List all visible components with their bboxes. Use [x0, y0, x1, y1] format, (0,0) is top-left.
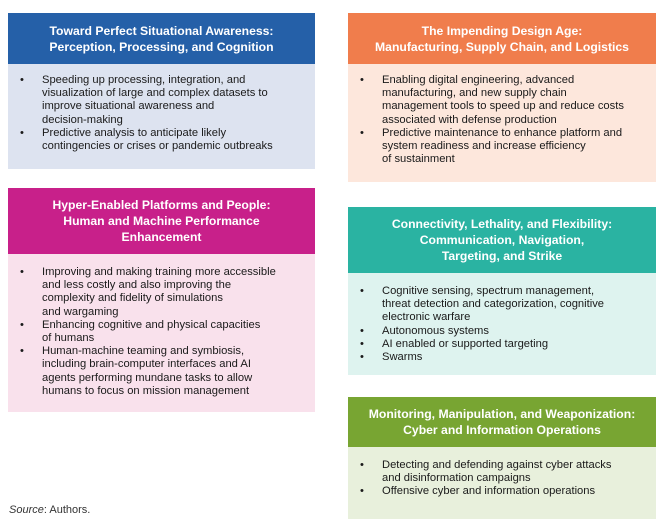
card-connectivity [348, 207, 656, 375]
card-design-age [348, 13, 656, 182]
list-item-line: manufacturing, and new supply chain [382, 87, 567, 100]
list-item-line: threat detection and categorization, cognitive [382, 298, 605, 311]
list-item-line: and less costly and also improving the [42, 279, 232, 292]
bullet-list [348, 285, 656, 364]
card-header [8, 13, 315, 64]
list-item [348, 74, 656, 127]
card-body [348, 447, 656, 519]
list-item-line: • Enabling digital engineering, advanced [382, 74, 575, 86]
list-item [8, 74, 315, 127]
list-item [348, 127, 656, 167]
list-item-line: • Predictive analysis to anticipate likely [42, 126, 227, 139]
list-item-line: • Enhancing cognitive and physical capacities [42, 318, 261, 331]
source-label: Source [9, 504, 44, 516]
list-item [348, 325, 656, 338]
list-item [8, 127, 315, 153]
card-title-line: The Impending Design Age: [421, 23, 583, 38]
list-item-line: • Autonomous systems [382, 324, 489, 337]
card-title-line: Communication, Navigation, [419, 233, 585, 247]
list-item-line: decision-making [42, 113, 123, 126]
card-body [8, 254, 315, 412]
list-item-line: of sustainment [382, 153, 455, 166]
list-item-line: associated with defense production [382, 113, 557, 126]
list-item-line: agents performing mundane tasks to allow [42, 371, 253, 384]
bullet-list [8, 74, 315, 153]
list-item [348, 485, 656, 498]
list-item [348, 285, 656, 325]
list-item-line: • Improving and making training more accessible [42, 266, 276, 278]
list-item-line: electronic warfare [382, 311, 471, 324]
list-item-line: • Detecting and defending against cyber attacks [382, 459, 612, 471]
list-item-line: and disinformation campaigns [382, 472, 531, 485]
card-title-line: Monitoring, Manipulation, and Weaponization: [368, 407, 636, 421]
list-item-line: • AI enabled or supported targeting [382, 337, 549, 350]
card-header [8, 188, 315, 254]
list-item-line: system readiness and increase efficiency [382, 140, 586, 153]
card-body [348, 273, 656, 375]
list-item-line: improve situational awareness and [42, 100, 215, 113]
card-body [348, 64, 656, 182]
bullet-list [348, 74, 656, 166]
card-header [348, 397, 656, 447]
list-item [348, 351, 656, 364]
list-item-line: and wargaming [42, 305, 119, 318]
list-item [8, 319, 315, 345]
list-item-line: management tools to speed up and reduce costs [382, 100, 624, 113]
list-item-line: • Swarms [382, 351, 423, 364]
list-item [348, 338, 656, 351]
card-title-line: Enhancement [121, 230, 202, 244]
card-title-line: Human and Machine Performance [63, 214, 260, 228]
source-note [9, 504, 90, 516]
card-title-line: Perception, Processing, and Cognition [49, 39, 274, 54]
card-title-line: Connectivity, Lethality, and Flexibility: [391, 217, 613, 231]
list-item-line: • Cognitive sensing, spectrum management, [382, 285, 595, 297]
list-item-line: of humans [42, 332, 95, 345]
card-title-line: Toward Perfect Situational Awareness: [49, 23, 274, 38]
list-item [348, 459, 656, 485]
list-item-line: • Human-machine teaming and symbiosis, [42, 345, 245, 358]
card-header [348, 207, 656, 273]
list-item [8, 345, 315, 398]
card-title-line: Cyber and Information Operations [403, 423, 601, 437]
list-item [8, 266, 315, 319]
card-title-line: Manufacturing, Supply Chain, and Logistics [375, 39, 629, 54]
source-text: : Authors. [43, 504, 91, 516]
card-header [348, 13, 656, 64]
card-title-line: Targeting, and Strike [441, 249, 563, 263]
bullet-list [348, 459, 656, 499]
bullet-list [8, 266, 315, 398]
list-item-line: contingencies or crises or pandemic outbreaks [42, 140, 273, 153]
list-item-line: • Offensive cyber and information operations [382, 485, 596, 498]
list-item-line: including brain-computer interfaces and AI [42, 358, 251, 371]
card-situational-awareness [8, 13, 315, 169]
card-title-line: Hyper-Enabled Platforms and People: [52, 198, 271, 212]
list-item-line: humans to focus on mission management [42, 384, 250, 397]
list-item-line: visualization of large and complex datasets to [42, 87, 268, 100]
list-item-line: • Speeding up processing, integration, and [42, 74, 246, 86]
list-item-line: complexity and fidelity of simulations [42, 292, 223, 305]
list-item-line: • Predictive maintenance to enhance platform and [382, 126, 623, 139]
card-hyper-enabled [8, 188, 315, 412]
card-monitoring [348, 397, 656, 519]
card-body [8, 64, 315, 169]
